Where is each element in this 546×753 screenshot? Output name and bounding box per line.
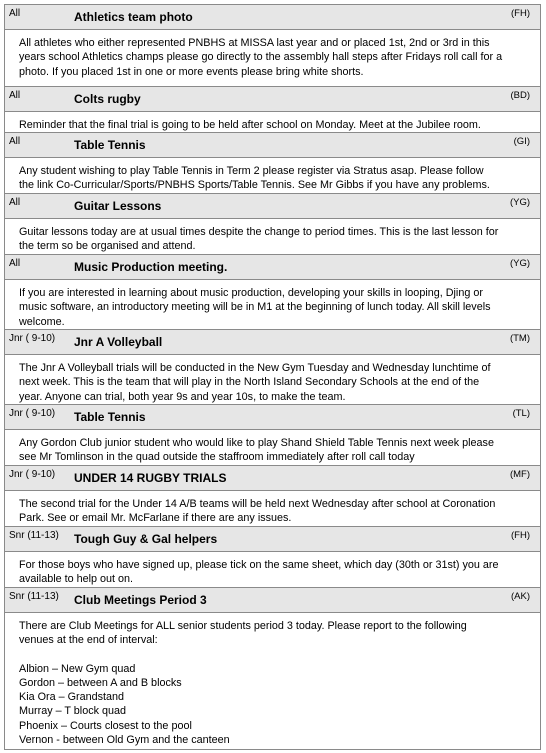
notice-teacher-code: (MF): [509, 469, 530, 480]
notice-body: [5, 552, 540, 587]
notice-audience: Jnr ( 9-10): [9, 469, 56, 480]
notice-header: [5, 527, 540, 552]
notice-text-line: see Mr Tomlinson in the quad outside the staffroom immediately after roll call today: [19, 451, 415, 464]
notice-text-line: Reminder that the final trial is going to be held after school on Monday. Meet at the Jubilee room.: [19, 119, 481, 131]
venue-list-item: Kia Ora – Grandstand: [19, 691, 125, 704]
notice-jnr-a-volleyball: [4, 330, 541, 405]
notice-text-line: There are Club Meetings for ALL senior students period 3 today. Please report to the following: [19, 620, 467, 632]
notice-audience: All: [9, 8, 21, 19]
notice-text-line: All athletes who either represented PNBHS at MISSA last year and or placed 1st, 2nd or 3rd in this: [19, 37, 490, 49]
notice-text-line: next week. This is the team that will play in the North Island Secondary Schools at the end of the: [19, 376, 480, 389]
venue-list-item: Albion – New Gym quad: [19, 662, 136, 675]
notice-teacher-code: (TM): [509, 333, 530, 344]
notice-text-line: photo. If you placed 1st in one or more events please bring white shorts.: [19, 65, 364, 78]
notice-text-line: available to help out on.: [19, 573, 134, 586]
venue-list-item: Murray – T block quad: [19, 705, 127, 718]
notice-body: [5, 613, 540, 747]
notice-table-tennis: [4, 133, 541, 194]
notice-teacher-code: (GI): [513, 136, 530, 147]
notice-guitar-lessons: [4, 194, 541, 255]
notice-text-line: years school Athletics champs please go directly to the assembly hall steps after Fridays roll call for a: [19, 51, 503, 64]
notice-text-line: year. Anyone can trial, both year 9s and year 10s, to make the team.: [19, 390, 346, 403]
notice-text-line: the term so be organised and attend.: [19, 240, 196, 253]
notice-text-line: music software, an introductory meeting will be in M1 at the beginning of lunch today. All skill levels: [19, 301, 491, 314]
notice-under-14-rugby-trials: [4, 466, 541, 527]
venue-list-item: Phoenix – Courts closest to the pool: [19, 719, 192, 732]
notice-audience: Jnr ( 9-10): [9, 333, 56, 344]
notice-header: [5, 255, 540, 280]
notice-club-meetings-period-3: [4, 588, 541, 750]
notice-audience: Jnr ( 9-10): [9, 408, 56, 419]
notice-text-line: The Jnr A Volleyball trials will be conducted in the New Gym Tuesday and Wednesday lunchtime of: [19, 362, 491, 374]
notice-header: [5, 5, 540, 30]
notice-body: [5, 219, 540, 254]
notice-text-line: For those boys who have signed up, please tick on the same sheet, which day (30th or 31st) you are: [19, 559, 499, 571]
notice-text-line: the link Co-Curricular/Sports/PNBHS Sports/Table Tennis. See Mr Gibbs if you have any problems.: [19, 179, 490, 192]
notice-audience: All: [9, 197, 21, 208]
notice-jnr-table-tennis: [4, 405, 541, 466]
notice-body: [5, 158, 540, 193]
notice-title: Table Tennis: [74, 138, 146, 152]
notice-title: Tough Guy & Gal helpers: [74, 532, 218, 546]
notice-body: [5, 430, 540, 465]
notice-body: [5, 30, 540, 79]
notice-text-line: welcome.: [19, 315, 65, 328]
notice-colts-rugby: [4, 87, 541, 133]
notice-body: [5, 280, 540, 329]
notice-text-line: If you are interested in learning about music production, developing your skills in looping, Djing or: [19, 287, 483, 299]
notice-title: Colts rugby: [74, 92, 141, 106]
notice-audience: Snr (11-13): [9, 591, 59, 602]
notice-title: Club Meetings Period 3: [74, 593, 207, 607]
notice-text-line: Any student wishing to play Table Tennis in Term 2 please register via Stratus asap. Please follow: [19, 165, 484, 177]
notice-header: [5, 466, 540, 491]
notice-header: [5, 588, 540, 613]
notice-title: Jnr A Volleyball: [74, 335, 163, 349]
paragraph-gap: [19, 648, 524, 662]
notice-header: [5, 330, 540, 355]
venue-list-item: Gordon – between A and B blocks: [19, 676, 182, 689]
notice-text-line: venues at the end of interval:: [19, 634, 158, 647]
notice-teacher-code: (AK): [511, 591, 530, 602]
notice-body: [5, 355, 540, 404]
notice-audience: All: [9, 90, 21, 101]
notice-header: [5, 194, 540, 219]
notice-audience: All: [9, 136, 21, 147]
notice-text-line: The second trial for the Under 14 A/B teams will be held next Wednesday after school at Coronation: [19, 498, 496, 510]
notice-body: [5, 112, 540, 132]
notice-teacher-code: (FH): [511, 8, 530, 19]
notice-athletics-team-photo: [4, 5, 541, 87]
notice-teacher-code: (BD): [510, 90, 530, 101]
notice-teacher-code: (FH): [511, 530, 530, 541]
notice-title: Table Tennis: [74, 410, 146, 424]
notice-header: [5, 87, 540, 112]
notice-teacher-code: (YG): [509, 258, 530, 269]
notices-page: [4, 4, 541, 752]
notice-audience: Snr (11-13): [9, 530, 59, 541]
notice-title: Athletics team photo: [74, 10, 193, 24]
notice-title: UNDER 14 RUGBY TRIALS: [74, 471, 227, 485]
notice-music-production-meeting: [4, 255, 541, 330]
notice-audience: All: [9, 258, 21, 269]
notice-text-line: Any Gordon Club junior student who would like to play Shand Shield Table Tennis next week please: [19, 437, 494, 449]
notice-title: Music Production meeting.: [74, 260, 228, 274]
notice-header: [5, 133, 540, 158]
notice-tough-guy-gal-helpers: [4, 527, 541, 588]
notice-teacher-code: (YG): [509, 197, 530, 208]
venue-list-item: Vernon - between Old Gym and the canteen: [19, 734, 230, 747]
notice-text-line: Park. See or email Mr. McFarlane if there are any issues.: [19, 512, 292, 525]
notice-teacher-code: (TL): [512, 408, 530, 419]
notice-header: [5, 405, 540, 430]
notice-body: [5, 491, 540, 526]
notice-title: Guitar Lessons: [74, 199, 162, 213]
notice-text-line: Guitar lessons today are at usual times despite the change to period times. This is the last lesson for: [19, 226, 499, 238]
